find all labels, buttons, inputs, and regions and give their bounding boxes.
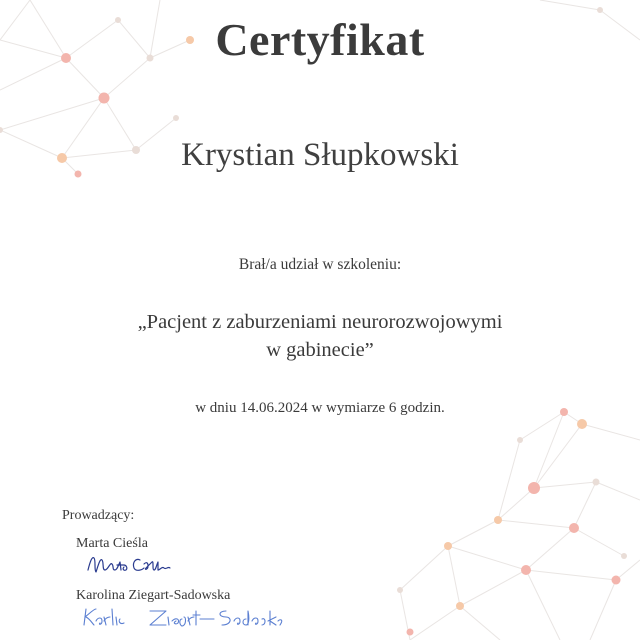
course-title-line-1: „Pacjent z zaburzeniami neurorozwojowymi: [137, 311, 503, 333]
instructor-name-2: Karolina Ziegart-Sadowska: [76, 588, 231, 603]
date-duration: w dniu 14.06.2024 w wymiarze 6 godzin.: [195, 400, 445, 416]
signature-karolina: [80, 603, 290, 631]
recipient-name: Krystian Słupkowski: [181, 137, 459, 173]
signature-marta: [84, 548, 184, 578]
course-title: [0, 308, 640, 364]
instructor-name-1: Marta Cieśla: [76, 536, 148, 551]
instructors-label: Prowadzący:: [62, 508, 135, 523]
training-intro: Brał/a udział w szkoleniu:: [238, 256, 402, 273]
course-title-line-2: w gabinecie”: [266, 339, 374, 361]
certificate-title: Certyfikat: [215, 14, 425, 65]
